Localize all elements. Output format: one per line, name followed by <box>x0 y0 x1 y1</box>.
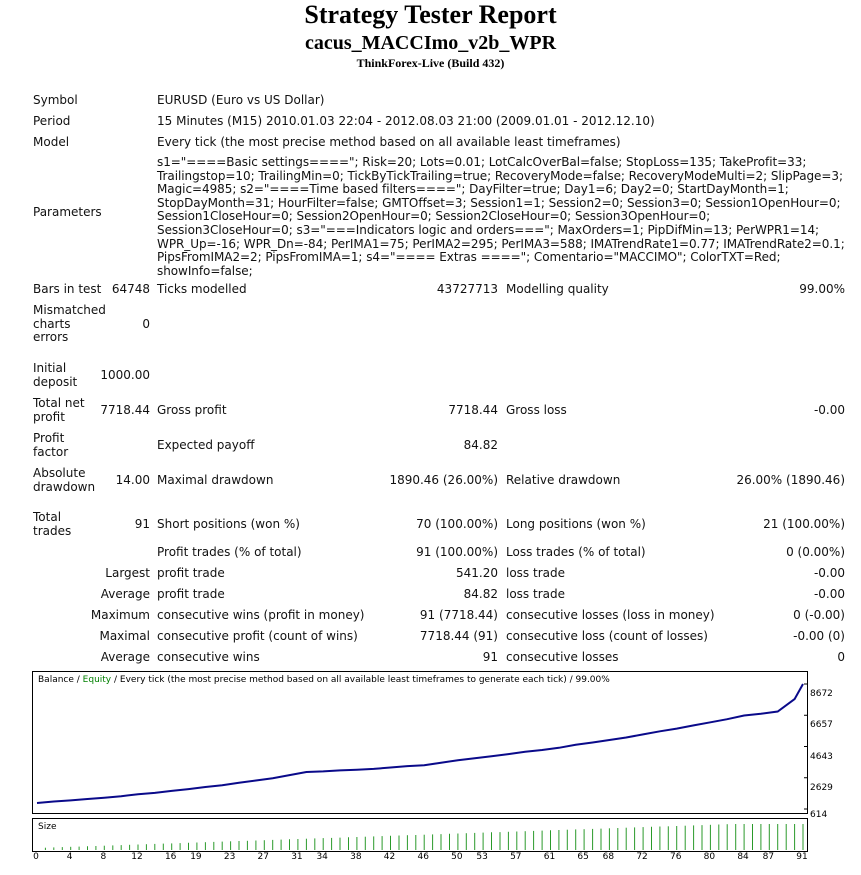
average2-label: Average <box>100 650 150 664</box>
report-build: ThinkForex-Live (Build 432) <box>356 56 505 70</box>
x-tick-label: 46 <box>417 852 429 862</box>
short-value: 70 (100.00%) <box>416 517 498 531</box>
x-tick-label: 57 <box>510 852 522 862</box>
maxprofit-label: consecutive profit (count of wins) <box>157 629 358 643</box>
model-label: Model <box>33 135 70 149</box>
x-axis <box>32 852 806 864</box>
balance-line <box>37 684 803 803</box>
maxloss-label: consecutive loss (count of losses) <box>506 629 708 643</box>
chart-caption <box>38 675 610 685</box>
y-tick-label: 6657 <box>810 720 833 731</box>
y-tick-label: 4643 <box>810 751 833 762</box>
maxwins-label: consecutive wins (profit in money) <box>157 608 365 622</box>
grossloss-value: -0.00 <box>813 403 845 417</box>
trades-label: Total trades <box>33 510 72 538</box>
ltrades-value: 0 (0.00%) <box>786 545 845 559</box>
maxdd-label: Maximal drawdown <box>157 473 274 487</box>
largest-ptrade-value: 541.20 <box>456 566 498 580</box>
average-ltrade-value: -0.00 <box>813 587 845 601</box>
maxlosses-label: consecutive losses (loss in money) <box>506 608 715 622</box>
period-label: Period <box>33 114 71 128</box>
size-chart-plot <box>33 819 807 851</box>
bars-value: 64748 <box>111 282 150 296</box>
maxloss-value: -0.00 (0) <box>793 629 845 643</box>
profitfactor-label: Profit factor <box>33 431 69 459</box>
parameters-label: Parameters <box>33 205 102 219</box>
grossprofit-label: Gross profit <box>157 403 227 417</box>
report-subtitle: cacus_MACCImo_v2b_WPR <box>304 32 557 54</box>
x-tick-label: 19 <box>190 852 202 862</box>
x-tick-label: 53 <box>476 852 488 862</box>
report-title: Strategy Tester Report <box>304 0 557 29</box>
ticks-value: 43727713 <box>436 282 498 296</box>
x-tick-label: 76 <box>670 852 682 862</box>
reldd-value: 26.00% (1890.46) <box>736 473 845 487</box>
ltrades-label: Loss trades (% of total) <box>506 545 646 559</box>
symbol-label: Symbol <box>33 93 78 107</box>
payoff-label: Expected payoff <box>157 438 255 452</box>
grossloss-label: Gross loss <box>506 403 567 417</box>
parameters-value: s1="====Basic settings===="; Risk=20; Lots=0.01; LotCalcOverBal=false; StopLoss=135; TakeProfit=33; Trailingstop=10; TrailingMin=0; TickByTickTrailing=true; RecoveryMode=false; RecoveryModeMulti=2; SlipPage=3; Magic=4985; s2="====Time based filters===="; DayFilter=true; Day1=6; Day2=0; StartDayMonth=1; StopDayMonth=31; HourFilter=false; GMTOffset=3; Session1=1; Session2=0; Session3=0; Session1OpenHour=0; Session1CloseHour=0; Session2OpenHour=0; Session2CloseHour=0; Session3OpenHour=0; Session3CloseHour=0; s3="===Indicators logic and orders==="; MaxOrders=1; PipDifMin=13; PerWPR1=14; WPR_Up=-16; WPR_Dn=-84; PerIMA1=75; PerIMA2=295; PerIMA3=588; IMATrendRate1=0.77; IMATrendRate2=0.1; PipsFromIMA2=2; PipsFromIMA=1; s4="==== Extras ===="; Comentario="MACCIMO"; ColorTXT=Red; showInfo=false; <box>157 155 845 278</box>
largest-ltrade-label: loss trade <box>506 566 565 580</box>
caption-rest: / Every tick (the most precise method based on all available least timeframes to generate each tick) / 99.00% <box>111 675 610 685</box>
x-tick-label: 87 <box>762 852 775 862</box>
avglosses-label: consecutive losses <box>506 650 619 664</box>
x-tick-label: 91 <box>796 852 808 862</box>
x-tick-label: 84 <box>737 852 749 862</box>
largest-label: Largest <box>105 566 150 580</box>
x-tick-label: 68 <box>602 852 615 862</box>
maxdd-value: 1890.46 (26.00%) <box>389 473 498 487</box>
long-label: Long positions (won %) <box>506 517 646 531</box>
netprofit-label: Total net profit <box>33 396 85 424</box>
deposit-label: Initial deposit <box>33 361 78 389</box>
long-value: 21 (100.00%) <box>763 517 845 531</box>
x-tick-label: 38 <box>350 852 362 862</box>
trades-value: 91 <box>134 517 150 531</box>
ptrades-label: Profit trades (% of total) <box>157 545 302 559</box>
largest-ptrade-label: profit trade <box>157 566 225 580</box>
x-tick-label: 4 <box>66 852 73 862</box>
payoff-value: 84.82 <box>463 438 498 452</box>
model-value: Every tick (the most precise method based on all available least timeframes) <box>157 135 621 149</box>
x-tick-label: 23 <box>223 852 236 862</box>
grossprofit-value: 7718.44 <box>448 403 498 417</box>
ticks-label: Ticks modelled <box>157 282 247 296</box>
x-tick-label: 16 <box>164 852 177 862</box>
maxlosses-value: 0 (-0.00) <box>793 608 845 622</box>
x-tick-label: 65 <box>577 852 589 862</box>
size-chart <box>32 818 808 852</box>
y-tick-label: 614 <box>810 810 828 820</box>
avglosses-value: 0 <box>837 650 845 664</box>
mismatch-value: 0 <box>142 317 150 331</box>
y-axis <box>807 671 857 820</box>
deposit-value: 1000.00 <box>100 368 150 382</box>
absdd-value: 14.00 <box>115 473 150 487</box>
average-ltrade-label: loss trade <box>506 587 565 601</box>
x-tick-label: 42 <box>383 852 396 862</box>
x-tick-label: 72 <box>636 852 648 862</box>
x-tick-label: 27 <box>257 852 269 862</box>
x-tick-label: 0 <box>33 852 39 862</box>
short-label: Short positions (won %) <box>157 517 300 531</box>
x-tick-label: 80 <box>703 852 716 862</box>
balance-chart <box>32 671 808 814</box>
caption-equity: Equity <box>82 675 112 685</box>
x-tick-label: 31 <box>291 852 303 862</box>
x-tick-label: 61 <box>543 852 556 862</box>
quality-value: 99.00% <box>799 282 845 296</box>
avgwins-label: consecutive wins <box>157 650 260 664</box>
quality-label: Modelling quality <box>506 282 609 296</box>
caption-balance: Balance <box>38 675 74 685</box>
y-tick-label: 2629 <box>810 782 833 793</box>
bars-label: Bars in test <box>33 282 102 296</box>
average-ptrade-label: profit trade <box>157 587 225 601</box>
x-tick-label: 34 <box>316 852 328 862</box>
size-label: Size <box>38 822 57 832</box>
average-label: Average <box>100 587 150 601</box>
absdd-label: Absolute drawdown <box>33 466 96 494</box>
symbol-value: EURUSD (Euro vs US Dollar) <box>157 93 325 107</box>
caption-sep: / <box>73 675 83 685</box>
mismatch-label: Mismatched charts errors <box>33 303 106 345</box>
largest-ltrade-value: -0.00 <box>813 566 845 580</box>
avgwins-value: 91 <box>482 650 498 664</box>
maxwins-value: 91 (7718.44) <box>419 608 498 622</box>
maximum-label: Maximum <box>90 608 150 622</box>
balance-chart-plot <box>33 672 807 813</box>
average-ptrade-value: 84.82 <box>463 587 498 601</box>
maximal-label: Maximal <box>99 629 150 643</box>
y-tick-label: 8672 <box>810 689 833 699</box>
x-tick-label: 12 <box>131 852 143 862</box>
reldd-label: Relative drawdown <box>506 473 621 487</box>
period-value: 15 Minutes (M15) 2010.01.03 22:04 - 2012.08.03 21:00 (2009.01.01 - 2012.12.10) <box>157 114 655 128</box>
x-tick-label: 50 <box>451 852 463 862</box>
x-tick-label: 8 <box>100 852 107 862</box>
netprofit-value: 7718.44 <box>100 403 150 417</box>
ptrades-value: 91 (100.00%) <box>416 545 498 559</box>
maxprofit-value: 7718.44 (91) <box>419 629 498 643</box>
